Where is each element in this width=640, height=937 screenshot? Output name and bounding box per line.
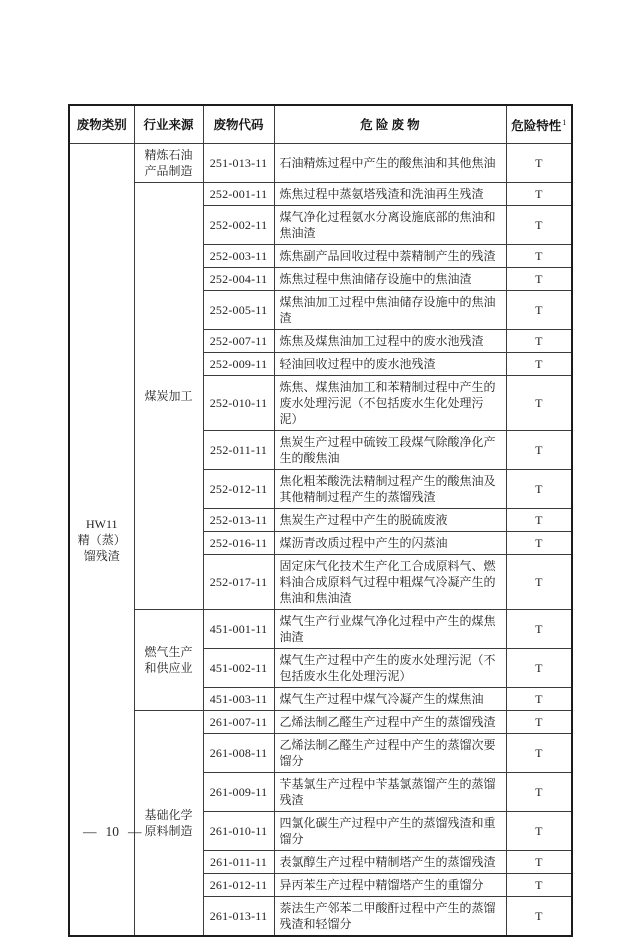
waste-code-cell: 252-016-11 bbox=[203, 532, 274, 555]
waste-code-cell: 451-003-11 bbox=[203, 688, 274, 711]
waste-code-cell: 252-017-11 bbox=[203, 555, 274, 610]
hazard-characteristic-cell: T bbox=[506, 812, 572, 851]
hazardous-waste-table bbox=[68, 104, 573, 937]
waste-code-cell: 451-002-11 bbox=[203, 649, 274, 688]
waste-code-cell: 252-004-11 bbox=[203, 268, 274, 291]
hazard-characteristic-cell: T bbox=[506, 734, 572, 773]
hazard-characteristic-cell: T bbox=[506, 353, 572, 376]
hazardous-waste-description-cell: 煤气生产行业煤气净化过程中产生的煤焦油渣 bbox=[274, 610, 506, 649]
hazard-characteristic-cell: T bbox=[506, 555, 572, 610]
industry-source-cell: 燃气生产和供应业 bbox=[134, 610, 203, 711]
header-waste-category: 废物类别 bbox=[69, 105, 134, 144]
industry-source-cell: 煤炭加工 bbox=[134, 183, 203, 610]
waste-code-cell: 252-009-11 bbox=[203, 353, 274, 376]
table-row bbox=[69, 610, 572, 649]
hazardous-waste-description-cell: 四氯化碳生产过程中产生的蒸馏残渣和重馏分 bbox=[274, 812, 506, 851]
waste-category-cell bbox=[69, 144, 134, 937]
industry-source-cell: 基础化学原料制造 bbox=[134, 711, 203, 937]
waste-code-cell: 251-013-11 bbox=[203, 144, 274, 183]
table-body bbox=[69, 144, 572, 937]
waste-code-cell: 252-013-11 bbox=[203, 509, 274, 532]
waste-code-cell: 252-002-11 bbox=[203, 206, 274, 245]
hazard-characteristic-cell: T bbox=[506, 649, 572, 688]
waste-category-line: HW11 bbox=[85, 516, 118, 531]
waste-code-cell: 261-009-11 bbox=[203, 773, 274, 812]
hazard-characteristic-cell: T bbox=[506, 688, 572, 711]
hazardous-waste-description-cell: 固定床气化技术生产化工合成原料气、燃料油合成原料气过程中粗煤气冷凝产生的焦油和焦油渣 bbox=[274, 555, 506, 610]
hazardous-waste-description-cell: 焦化粗苯酸洗法精制过程产生的酸焦油及其他精制过程产生的蒸馏残渣 bbox=[274, 470, 506, 509]
waste-code-cell: 252-010-11 bbox=[203, 376, 274, 431]
hazardous-waste-description-cell: 轻油回收过程中的废水池残渣 bbox=[274, 353, 506, 376]
header-hazard-characteristic-label: 危险特性 bbox=[511, 119, 562, 134]
hazardous-waste-description-cell: 煤沥青改质过程中产生的闪蒸油 bbox=[274, 532, 506, 555]
hazard-characteristic-cell: T bbox=[506, 470, 572, 509]
table-row bbox=[69, 183, 572, 206]
hazard-characteristic-cell: T bbox=[506, 183, 572, 206]
footer-dash-right: — bbox=[128, 824, 142, 839]
waste-code-cell: 252-012-11 bbox=[203, 470, 274, 509]
hazardous-waste-description-cell: 煤气净化过程氨水分离设施底部的焦油和焦油渣 bbox=[274, 206, 506, 245]
hazard-characteristic-cell: T bbox=[506, 206, 572, 245]
waste-code-cell: 261-012-11 bbox=[203, 874, 274, 897]
hazard-characteristic-cell: T bbox=[506, 376, 572, 431]
waste-code-cell: 252-005-11 bbox=[203, 291, 274, 330]
hazardous-waste-description-cell: 炼焦过程中焦油储存设施中的焦油渣 bbox=[274, 268, 506, 291]
hazard-characteristic-cell: T bbox=[506, 431, 572, 470]
hazardous-waste-description-cell: 焦炭生产过程中产生的脱硫废液 bbox=[274, 509, 506, 532]
waste-code-cell: 261-008-11 bbox=[203, 734, 274, 773]
header-footnote-marker: 1 bbox=[562, 118, 567, 127]
hazard-characteristic-cell: T bbox=[506, 330, 572, 353]
hazardous-waste-description-cell: 炼焦、煤焦油加工和苯精制过程中产生的废水处理污泥（不包括废水生化处理污泥） bbox=[274, 376, 506, 431]
hazard-characteristic-cell: T bbox=[506, 773, 572, 812]
hazard-characteristic-cell: T bbox=[506, 144, 572, 183]
hazard-characteristic-cell: T bbox=[506, 610, 572, 649]
hazardous-waste-description-cell: 炼焦过程中蒸氨塔残渣和洗油再生残渣 bbox=[274, 183, 506, 206]
hazardous-waste-description-cell: 表氯醇生产过程中精制塔产生的蒸馏残渣 bbox=[274, 851, 506, 874]
waste-code-cell: 252-007-11 bbox=[203, 330, 274, 353]
header-row bbox=[69, 105, 572, 144]
waste-code-cell: 252-001-11 bbox=[203, 183, 274, 206]
header-waste-code: 废物代码 bbox=[203, 105, 274, 144]
hazard-characteristic-cell: T bbox=[506, 532, 572, 555]
hazardous-waste-description-cell: 石油精炼过程中产生的酸焦油和其他焦油 bbox=[274, 144, 506, 183]
table-header bbox=[69, 105, 572, 144]
waste-code-cell: 261-011-11 bbox=[203, 851, 274, 874]
hazard-characteristic-cell: T bbox=[506, 268, 572, 291]
waste-code-cell: 261-013-11 bbox=[203, 897, 274, 937]
hazardous-waste-description-cell: 萘法生产邻苯二甲酸酐过程中产生的蒸馏残渣和轻馏分 bbox=[274, 897, 506, 937]
waste-category-line: 精（蒸） bbox=[77, 532, 126, 547]
hazardous-waste-description-cell: 苄基氯生产过程中苄基氯蒸馏产生的蒸馏残渣 bbox=[274, 773, 506, 812]
waste-code-cell: 261-010-11 bbox=[203, 812, 274, 851]
hazardous-waste-description-cell: 炼焦及煤焦油加工过程中的废水池残渣 bbox=[274, 330, 506, 353]
hazardous-waste-description-cell: 焦炭生产过程中硫铵工段煤气除酸净化产生的酸焦油 bbox=[274, 431, 506, 470]
industry-source-cell: 精炼石油产品制造 bbox=[134, 144, 203, 183]
header-hazard-characteristic bbox=[506, 105, 572, 144]
table-row bbox=[69, 711, 572, 734]
hazardous-waste-description-cell: 炼焦副产品回收过程中萘精制产生的残渣 bbox=[274, 245, 506, 268]
waste-code-cell: 451-001-11 bbox=[203, 610, 274, 649]
header-hazardous-waste: 危 险 废 物 bbox=[274, 105, 506, 144]
hazard-characteristic-cell: T bbox=[506, 851, 572, 874]
hazardous-waste-description-cell: 煤气生产过程中产生的废水处理污泥（不包括废水生化处理污泥） bbox=[274, 649, 506, 688]
hazardous-waste-description-cell: 乙烯法制乙醛生产过程中产生的蒸馏残渣 bbox=[274, 711, 506, 734]
page-footer bbox=[83, 824, 142, 840]
hazardous-waste-description-cell: 煤气生产过程中煤气冷凝产生的煤焦油 bbox=[274, 688, 506, 711]
hazardous-waste-description-cell: 乙烯法制乙醛生产过程中产生的蒸馏次要馏分 bbox=[274, 734, 506, 773]
header-industry-source: 行业来源 bbox=[134, 105, 203, 144]
waste-code-cell: 252-003-11 bbox=[203, 245, 274, 268]
waste-code-cell: 261-007-11 bbox=[203, 711, 274, 734]
waste-code-cell: 252-011-11 bbox=[203, 431, 274, 470]
hazard-characteristic-cell: T bbox=[506, 291, 572, 330]
hazardous-waste-description-cell: 煤焦油加工过程中焦油储存设施中的焦油渣 bbox=[274, 291, 506, 330]
page-number: 10 bbox=[105, 824, 119, 839]
hazard-characteristic-cell: T bbox=[506, 245, 572, 268]
hazard-characteristic-cell: T bbox=[506, 874, 572, 897]
table-row bbox=[69, 144, 572, 183]
hazard-characteristic-cell: T bbox=[506, 897, 572, 937]
waste-category-line: 馏残渣 bbox=[83, 548, 120, 563]
hazardous-waste-description-cell: 异丙苯生产过程中精馏塔产生的重馏分 bbox=[274, 874, 506, 897]
footer-dash-left: — bbox=[83, 824, 97, 839]
hazard-characteristic-cell: T bbox=[506, 711, 572, 734]
hazard-characteristic-cell: T bbox=[506, 509, 572, 532]
